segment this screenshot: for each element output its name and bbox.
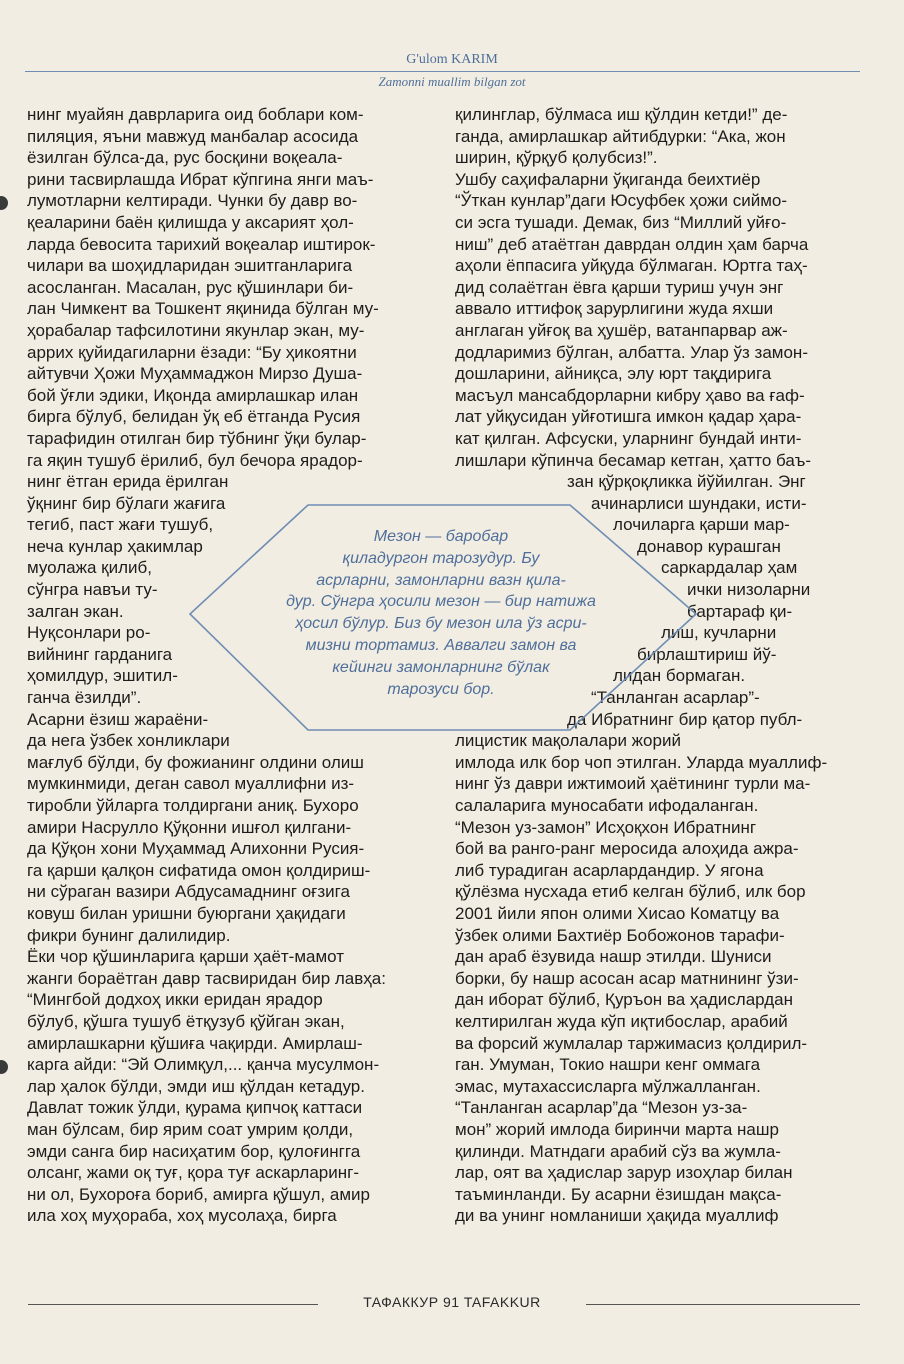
- text-line: лицистик мақолалари жорий: [455, 731, 681, 751]
- text-line: ва форсий жумлалар таржимасиз қолдирил-: [455, 1033, 808, 1053]
- callout-line: асрларни, замонларни вазн қила-: [316, 571, 566, 589]
- text-line: донавор курашган: [637, 536, 781, 556]
- text-line: нинг муайян даврларига оид боблари ком-: [27, 105, 364, 124]
- text-line: мон” жорий имлода биринчи марта нашр: [455, 1119, 779, 1139]
- callout-line: ҳосил бўлур. Биз бу мезон ила ўз асри-: [295, 615, 587, 633]
- text-line: салаларига муносабати ифодаланган.: [455, 796, 759, 815]
- text-line: эмас, мутахассисларга мўлжалланган.: [455, 1076, 761, 1096]
- text-line: аррих қуйидагиларни ёзади: “Бу ҳикоятни: [27, 342, 357, 362]
- text-line: ички низоларни: [687, 580, 811, 600]
- text-line: да нега ўзбек хонликлари: [27, 731, 230, 751]
- text-line: лар ҳалок бўлди, эмди иш қўлдан кетадур.: [27, 1076, 365, 1096]
- text-line: англаган уйғоқ ва ҳушёр, ватанпарвар аж-: [455, 320, 788, 340]
- text-line: лидан бормаган.: [613, 666, 746, 686]
- text-line: айтувчи Ҳожи Муҳаммаджон Мирзо Душа-: [27, 364, 363, 384]
- text-line: аҳоли ёппасига уйқуда бўлмаган. Юртга таҳ-: [455, 256, 808, 276]
- text-line: нинг ўз даври ижтимоий ҳаётининг турли ма-: [455, 774, 811, 794]
- text-line: додларимиз бўлган, албатта. Улар ўз замон-: [455, 342, 808, 362]
- text-line: таъминланди. Бу асарни ёзишдан мақса-: [455, 1184, 782, 1204]
- text-line: бой ва ранго-ранг меросида алоҳида ажра-: [455, 839, 799, 859]
- text-line: да Ибратнинг бир қатор публ-: [567, 709, 803, 729]
- text-line: зан қўрқоқликка йўйилган. Энг: [567, 472, 806, 492]
- text-line: Давлат тожик ўлди, қурама қипчоқ каттаси: [27, 1098, 363, 1118]
- text-line: “Танланган асарлар”-: [591, 688, 760, 708]
- text-line: нинг ётган ерида ёрилган: [27, 472, 229, 492]
- text-line: Асарни ёзиш жараёни-: [27, 709, 209, 729]
- text-line: ачинарлиси шундаки, исти-: [591, 493, 807, 513]
- text-line: ди ва унинг номланиши ҳақида муаллиф: [455, 1206, 779, 1226]
- text-line: бирга бўлуб, белидан ўқ еб ётганда Русия: [27, 407, 361, 427]
- text-line: муолажа қилиб,: [27, 558, 152, 578]
- text-line: ўқнинг бир бўлаги жағига: [27, 493, 226, 513]
- text-line: имлода илк бор чоп этилган. Уларда муаллиф-: [455, 752, 828, 772]
- text-line: дан иборат бўлиб, Қуръон ва ҳадислардан: [455, 990, 793, 1010]
- callout-line: тарозуси бор.: [387, 680, 495, 698]
- text-line: ширин, қўрқуб қолубсиз!”.: [455, 148, 658, 168]
- text-line: мағлуб бўлди, бу фожианинг олдини олиш: [27, 752, 364, 772]
- text-line: либ турадиган асарлардандир. У ягона: [455, 860, 764, 880]
- text-line: карга айди: “Эй Олимқул,... қанча мусулмон-: [27, 1055, 380, 1075]
- footer-rule-left: [28, 1304, 318, 1305]
- text-line: “Мезон уз-замон” Исҳоқхон Ибратнинг: [455, 817, 757, 837]
- text-line: асосланган. Масалан, рус қўшинлари би-: [27, 277, 354, 297]
- text-line: мумкинмиди, деган савол муаллифни из-: [27, 774, 355, 794]
- text-line: рини тасвирлашда Ибрат кўпгина янги маъ-: [27, 169, 374, 189]
- text-line: амири Насрулло Қўқонни ишғол қилгани-: [27, 817, 352, 837]
- text-line: га қарши қалқон сифатида омон қолдириш-: [27, 860, 371, 880]
- text-line: да Қўқон хони Муҳаммад Алихонни Русия-: [27, 839, 365, 859]
- text-line: амирлашкарни қўшиға чақирди. Амирлаш-: [27, 1033, 363, 1053]
- text-line: келтирилган жуда кўп иқтибослар, арабий: [455, 1011, 788, 1031]
- text-line: аввало иттифоқ зарурлигини жуда яхши: [455, 299, 774, 319]
- text-line: “Ўткан кунлар”даги Юсуфбек ҳожи сиймо-: [455, 191, 788, 211]
- footer-journal-name-latin: TAFAKKUR: [463, 1294, 541, 1310]
- page-footer: [0, 1294, 904, 1314]
- text-line: қилинди. Матндаги арабий сўз ва жумла-: [455, 1141, 781, 1161]
- text-line: бўлуб, қўшга тушуб ётқузуб қўйган экан,: [27, 1011, 345, 1031]
- text-line: 2001 йили япон олими Хисао Коматцу ва: [455, 903, 780, 923]
- text-line: пиляция, яъни мавжуд манбалар асосида: [27, 126, 359, 146]
- footer-journal-name-cyrillic: ТАФАККУР: [363, 1294, 439, 1310]
- text-line: ларда бевосита тарихий воқеалар иштирок-: [27, 234, 376, 254]
- text-line: лишлари кўпинча бесамар кетган, ҳатто баъ-: [455, 450, 812, 470]
- text-line: ёзилган бўлса-да, рус босқини воқеала-: [27, 148, 343, 168]
- text-line: ҳорабалар тафсилотини якунлар экан, му-: [27, 320, 365, 340]
- text-line: си эсга тушади. Демак, биз “Миллий уйғо-: [455, 212, 787, 232]
- text-line: чилари ва шоҳидларидан эшитганларига: [27, 256, 353, 276]
- page-number: 91: [442, 1294, 460, 1310]
- text-line: ни сўраган вазири Абдусамаднинг оғзига: [27, 882, 350, 902]
- text-line: тегиб, паст жағи тушуб,: [27, 515, 214, 535]
- running-header-author: G'ulom KARIM: [406, 52, 498, 67]
- text-line: “Танланган асарлар”да “Мезон уз-за-: [455, 1098, 748, 1118]
- text-line: лар, оят ва ҳадислар зарур изоҳлар билан: [455, 1163, 793, 1183]
- running-header-subtitle: Zamonni muallim bilgan zot: [378, 74, 526, 89]
- callout-line: Мезон — баробар: [373, 528, 509, 545]
- text-line: га яқин тушуб ёрилиб, бул бечора ярадор-: [27, 450, 363, 470]
- text-line: қилинглар, бўлмаса иш қўлдин кетди!” де-: [455, 105, 788, 124]
- text-line: вийнинг гарданига: [27, 644, 173, 664]
- text-line: ман бўлсам, бир ярим соат умрим қолди,: [27, 1119, 354, 1139]
- text-line: ниш” деб атаётган даврдан олдин ҳам барча: [455, 234, 809, 254]
- text-line: эмди санга бир насиҳатим бор, қулоғингга: [27, 1141, 361, 1161]
- text-line: ган. Умуман, Токио нашри кенг оммага: [455, 1055, 761, 1075]
- text-line: лан Чимкент ва Тошкент яқинида бўлган му-: [27, 299, 379, 319]
- text-line: дан араб ёзувида нашр этилди. Шуниси: [455, 947, 772, 967]
- text-line: дид солаётган ёвга қарши туриш учун энг: [455, 277, 784, 297]
- callout-line: мизни тортамиз. Аввалги замон ва: [305, 636, 577, 654]
- callout-line: қиладургон тарозудур. Бу: [342, 549, 540, 567]
- text-line: ни ол, Бухороға бориб, амирга қўшул, амир: [27, 1184, 370, 1204]
- text-line: жанги бораётган давр тасвиридан бир лавҳа:: [27, 968, 386, 988]
- text-line: лумотларни келтиради. Чунки бу давр во-: [27, 191, 358, 211]
- text-line: Ёки чор қўшинларига қарши ҳаёт-мамот: [27, 947, 345, 967]
- text-line: фикри бунинг далилидир.: [27, 925, 231, 945]
- text-line: бирлаштириш йў-: [637, 644, 777, 664]
- text-line: ковуш билан уришни буюргани ҳақидаги: [27, 903, 346, 923]
- text-line: кат қилган. Афсуски, уларнинг бундай инти-: [455, 428, 802, 448]
- text-line: сўнгра навъи ту-: [27, 580, 158, 600]
- text-line: қеаларини баён қилишда у аксарият ҳол-: [27, 212, 354, 232]
- text-line: борки, бу нашр асосан асар матнининг ўзи-: [455, 968, 799, 988]
- callout-line: дур. Сўнгра ҳосили мезон — бир натижа: [286, 593, 596, 611]
- text-line: лат уйқусидан уйғотишга имкон қадар ҳара-: [455, 407, 802, 427]
- text-line: ганча ёзилди”.: [27, 688, 142, 708]
- text-line: қўлёзма нусхада етиб келган бўлиб, илк бор: [455, 882, 806, 902]
- text-line: ўзбек олими Бахтиёр Бобожонов тарафи-: [455, 925, 785, 945]
- text-line: Нуқсонлари ро-: [27, 623, 151, 643]
- text-line: ҳомилдур, эшитил-: [27, 666, 178, 686]
- text-line: саркардалар ҳам: [661, 558, 798, 578]
- text-line: Ушбу саҳифаларни ўқиганда беихтиёр: [455, 169, 761, 189]
- text-line: масъул мансабдорларни кибру ҳаво ва ғаф-: [455, 385, 805, 405]
- text-line: неча кунлар ҳакимлар: [27, 536, 203, 556]
- text-line: дошларини, айниқса, элу юрт тақдирига: [455, 364, 772, 384]
- callout-line: кейинги замонларнинг бўлак: [332, 658, 550, 676]
- text-line: бартараф қи-: [687, 601, 793, 621]
- text-line: лиш, кучларни: [661, 623, 777, 643]
- text-line: тиробли ўйларга толдиргани аниқ. Бухоро: [27, 796, 359, 815]
- footer-rule-right: [586, 1304, 860, 1305]
- text-line: бой ўғли эдики, Иқонда амирлашкар илан: [27, 385, 359, 405]
- text-line: “Мингбой додхоҳ икки еридан ярадор: [27, 990, 323, 1010]
- text-line: олсанг, жами оқ туғ, қора туғ аскарларинг-: [27, 1163, 359, 1183]
- text-line: ила хоҳ муҳораба, хоҳ мусолаҳа, бирга: [27, 1206, 337, 1226]
- text-line: лочиларга қарши мар-: [613, 515, 790, 535]
- text-line: тарафидин отилган бир тўбнинг ўқи булар-: [27, 428, 367, 448]
- text-line: ганда, амирлашкар айтибдурки: “Ака, жон: [455, 126, 786, 146]
- text-line: залган экан.: [27, 601, 124, 621]
- pull-quote: [232, 526, 650, 700]
